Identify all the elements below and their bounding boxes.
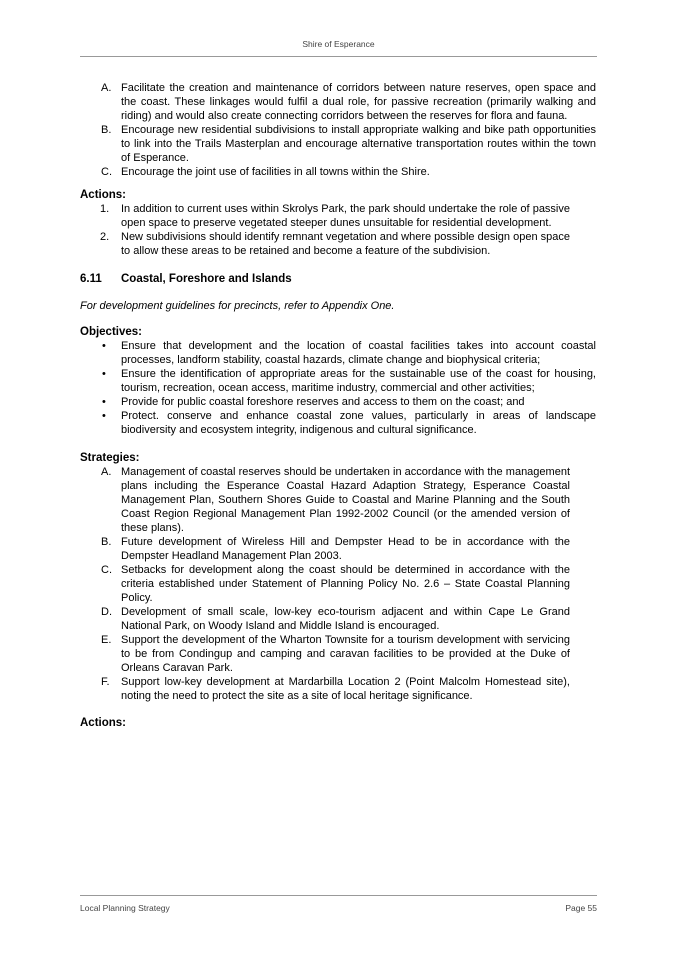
section-number: 6.11 (80, 273, 102, 285)
list-item: 2. New subdivisions should identify remnant vegetation and where possible design open space to allow these areas to be retained and become a feature of the subdivision. (100, 231, 570, 257)
header-divider (80, 56, 597, 57)
strategies-list (80, 465, 570, 703)
page-number: Page 55 (565, 903, 597, 913)
list-item: B. Future development of Wireless Hill and Dempster Head to be in accordance with the Dempster Headland Management Plan 2003. (101, 536, 570, 562)
page-content (80, 81, 596, 730)
list-item: • Ensure the identification of appropriate areas for the sustainable use of the coast for housing, tourism, recreation, ocean access, maritime industry, commercial and other activities; (102, 368, 596, 394)
page-header: Shire of Esperance (302, 39, 375, 49)
list-item: • Provide for public coastal foreshore reserves and access to them on the coast; and (102, 396, 525, 408)
footer-document-title: Local Planning Strategy (80, 903, 170, 913)
objectives-heading: Objectives: (80, 326, 142, 338)
strategies-heading: Strategies: (80, 452, 140, 464)
actions-heading-2: Actions: (80, 717, 126, 729)
list-item: • Ensure that development and the location of coastal facilities takes into account coastal processes, landform stability, coastal hazards, climate change and biophysical criteria; (102, 340, 596, 366)
footer-divider (80, 895, 597, 896)
list-item: 1. In addition to current uses within Skrolys Park, the park should undertake the role of passive open space to preserve vegetated steeper dunes unsuitable for residential development. (100, 203, 570, 229)
objectives-list (80, 339, 596, 437)
list-item: F. Support low-key development at Mardarbilla Location 2 (Point Malcolm Homestead site), noting the need to protect the site as a site of local heritage significance. (101, 676, 570, 702)
list-item: E. Support the development of the Wharton Townsite for a tourism development with servicing to be from Condingup and camping and caravan facilities to be provided at the Duke of Orleans Caravan Park. (101, 634, 570, 674)
list-item: B. Encourage new residential subdivisions to install appropriate walking and bike path opportunities to link into the Trails Masterplan and encourage alternative transportation routes within the town of Esperance. (101, 124, 596, 164)
top-strategies-list (80, 81, 596, 179)
section-title: Coastal, Foreshore and Islands (121, 273, 292, 285)
section-heading (80, 272, 596, 286)
actions-heading: Actions: (80, 189, 126, 201)
list-item: C. Setbacks for development along the coast should be determined in accordance with the criteria established under Statement of Planning Policy No. 2.6 – State Coastal Planning Policy. (101, 564, 570, 604)
list-item: A. Management of coastal reserves should be undertaken in accordance with the management plans including the Esperance Coastal Hazard Adaption Strategy, Esperance Coastal Management Plan, Southern Shores Guide to Coastal and Marine Planning and the South Coast Region Regional Management Plan 1992-2002 Council (or the amended version of these plans). (101, 466, 570, 534)
development-guidelines-note: For development guidelines for precincts, refer to Appendix One. (80, 300, 395, 312)
list-item: A. Facilitate the creation and maintenance of corridors between nature reserves, open space and the coast. These linkages would fulfil a dual role, for passive recreation (primarily walking and riding) and would also create connecting corridors between the reserves for flora and fauna. (101, 82, 596, 122)
list-item: C. Encourage the joint use of facilities in all towns within the Shire. (101, 166, 430, 178)
actions-list (80, 202, 570, 258)
list-item: D. Development of small scale, low-key eco-tourism adjacent and within Cape Le Grand National Park, on Woody Island and Middle Island is encouraged. (101, 606, 570, 632)
list-item: • Protect. conserve and enhance coastal zone values, particularly in areas of landscape biodiversity and ecosystem integrity, indigenous and cultural significance. (102, 410, 596, 436)
